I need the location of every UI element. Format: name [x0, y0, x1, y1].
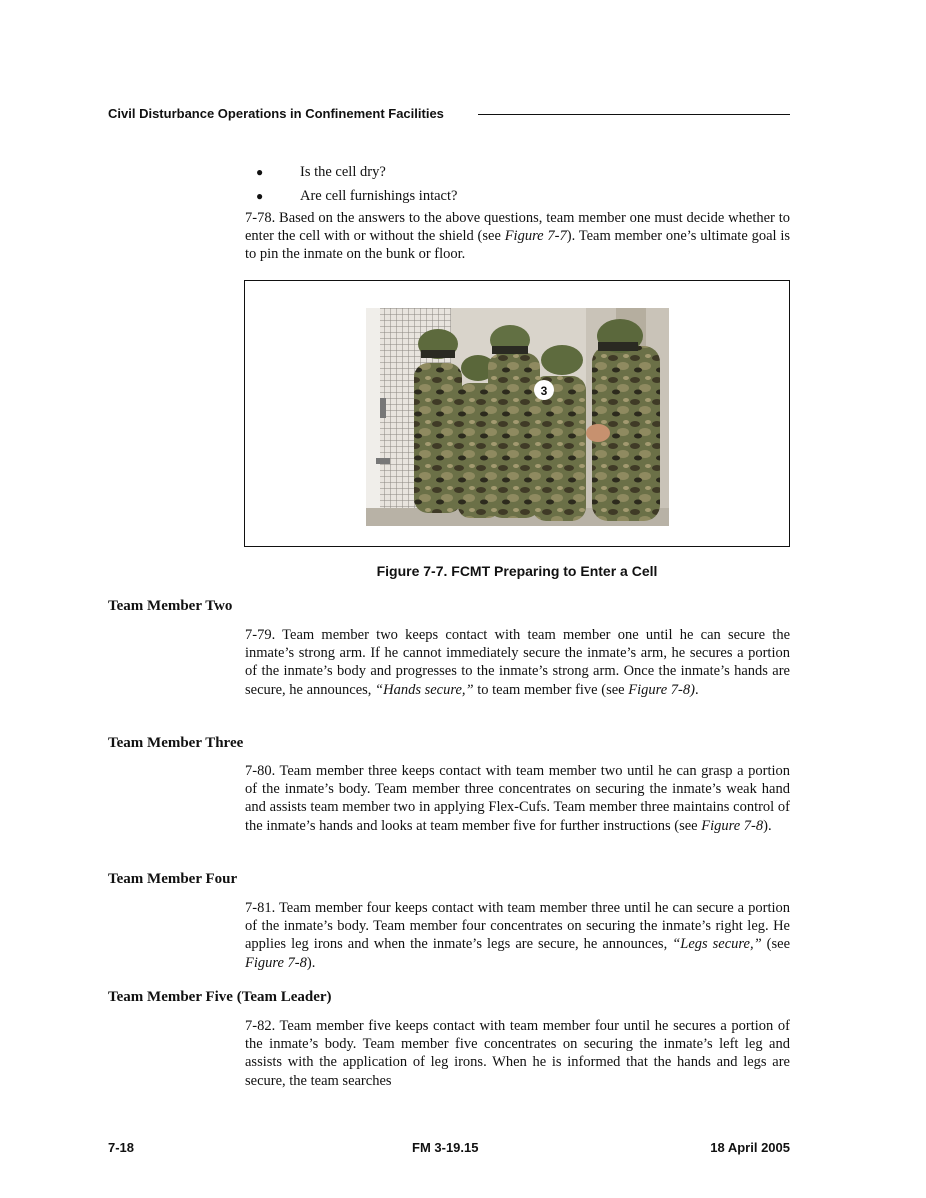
footer-page-number: 7-18	[108, 1140, 135, 1155]
question-bullet-list	[256, 160, 790, 208]
section-heading-team-member-two: Team Member Two	[108, 598, 233, 614]
figure-reference: Figure 7-8)	[628, 681, 695, 698]
quote: “Hands secure,”	[375, 681, 474, 698]
bullet-icon: ●	[256, 165, 264, 179]
bullet-item	[256, 184, 790, 208]
helmet-number: 3	[540, 384, 548, 398]
header-title: Civil Disturbance Operations in Confinement Facilities	[108, 106, 444, 121]
section-heading-team-member-five: Team Member Five (Team Leader)	[108, 989, 332, 1005]
paragraph-7-78: 7-78. Based on the answers to the above questions, team member one must decide whether to enter the cell with or without the shield (see Figure 7-7). Team member one’s ultimate goal is to pin the inmate on the bunk or floor.	[245, 210, 790, 263]
figure-frame	[244, 280, 790, 547]
section-heading-team-member-three: Team Member Three	[108, 735, 244, 751]
paragraph-7-81: 7-81. Team member four keeps contact with team member three until he can secure a portion of the inmate’s body. Team member four concentrates on securing the inmate’s right leg. He applies leg irons and when the inmate’s legs are secure, he announces, “Legs secure,” (see Figure 7-8).	[245, 900, 790, 971]
section-heading-team-member-four: Team Member Four	[108, 871, 238, 887]
footer-manual-id: FM 3-19.15	[412, 1140, 479, 1155]
paragraph-7-82: 7-82. Team member five keeps contact with team member four until he secures a portion of the inmate’s body. Team member five concentrates on securing the inmate’s left leg and assists with the application of leg irons. When he is informed that the hands and legs are secure, the team searches	[245, 1018, 790, 1089]
running-header	[108, 106, 790, 124]
bullet-icon: ●	[256, 189, 264, 203]
paragraph-7-79: 7-79. Team member two keeps contact with team member one until he can secure the inmate’s strong arm. If he cannot immediately secure the inmate’s arm, he secures a portion of the inmate’s body and progresses to the inmate’s strong arm. Once the inmate’s hands are secure, he announces, “Hands secure,” to team member five (see Figure 7-8).	[245, 627, 790, 698]
team-photo	[366, 308, 669, 526]
figure-reference: Figure 7-8	[701, 817, 764, 834]
header-rule	[478, 114, 790, 115]
bullet-item	[256, 160, 790, 184]
figure-reference: Figure 7-8	[245, 954, 307, 971]
quote: “Legs secure,”	[672, 936, 762, 953]
figure-reference: Figure 7-7	[504, 228, 567, 245]
figure-caption: Figure 7-7. FCMT Preparing to Enter a Cell	[376, 563, 658, 579]
bullet-text: Is the cell dry?	[300, 164, 386, 180]
footer-date: 18 April 2005	[710, 1140, 790, 1155]
bullet-text: Are cell furnishings intact?	[300, 188, 458, 204]
paragraph-7-80: 7-80. Team member three keeps contact with team member two until he can grasp a portion of the inmate’s body. Team member three concentrates on securing the inmate’s weak hand and assists team member two in applying Flex-Cufs. Team member three maintains control of the inmate’s hands and looks at team member five for further instructions (see Figure 7-8).	[245, 763, 790, 834]
